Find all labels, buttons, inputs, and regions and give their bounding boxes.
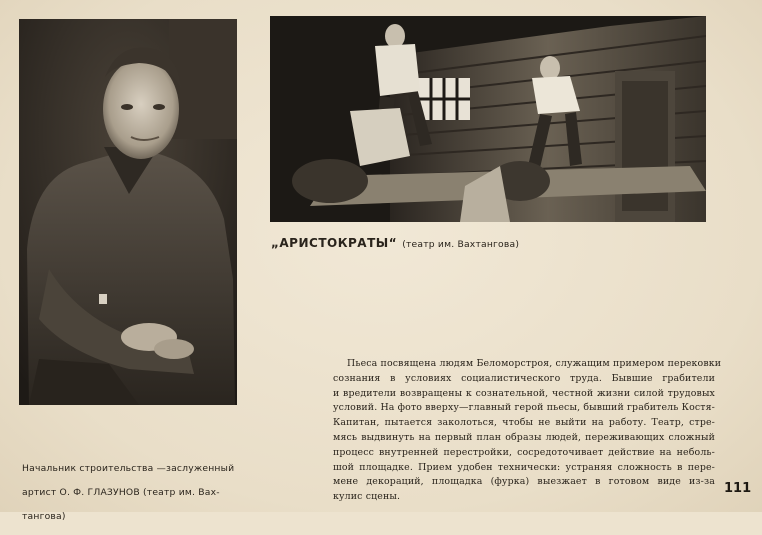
article-text [333,357,722,505]
article-line: Пьеса посвящена людям Беломорстроя, служащим примером перековки [347,358,722,369]
article-line: Капитан, пытается заколоться, чтобы не выйти на работу. Театр, стре- [333,417,715,429]
portrait-caption-line: артист О. Ф. ГЛАЗУНОВ (театр им. Вах- [22,487,220,498]
article-line: и вредители возвращены к сознательной, честной жизни силой трудовых [333,387,715,399]
portrait-caption [22,451,250,535]
article-line: сознания в условиях социалистического труда. Бывшие грабители [333,372,715,384]
stage-image [270,16,706,222]
stage-photo [270,16,706,222]
article-line: мясь выдвинуть на первый план образы людей, переживающих сложный [333,431,715,443]
article-line: шой площадке. Прием удобен технически: устраняя сложность в пере- [333,461,715,473]
article-line: условий. На фото вверху—главный герой пьесы, бывший грабитель Костя- [333,402,715,414]
portrait-photo [19,19,237,405]
article-line: кулис сцены. [333,491,401,503]
portrait-image [19,19,237,405]
page-number: 111 [724,481,752,496]
caption-subtitle: (театр им. Вахтангова) [402,239,520,250]
portrait-caption-line: тангова) [22,511,66,522]
stage-photo-caption [271,232,691,251]
portrait-caption-line: Начальник строительства —заслуженный [22,463,235,474]
article-line: процесс внутренней перестройки, сосредоточивает действие на неболь- [333,446,715,458]
article-line: мене декораций, площадка (фурка) выезжает в готовом виде из-за [333,476,715,488]
caption-title: „АРИСТОКРАТЫ“ [271,236,398,250]
